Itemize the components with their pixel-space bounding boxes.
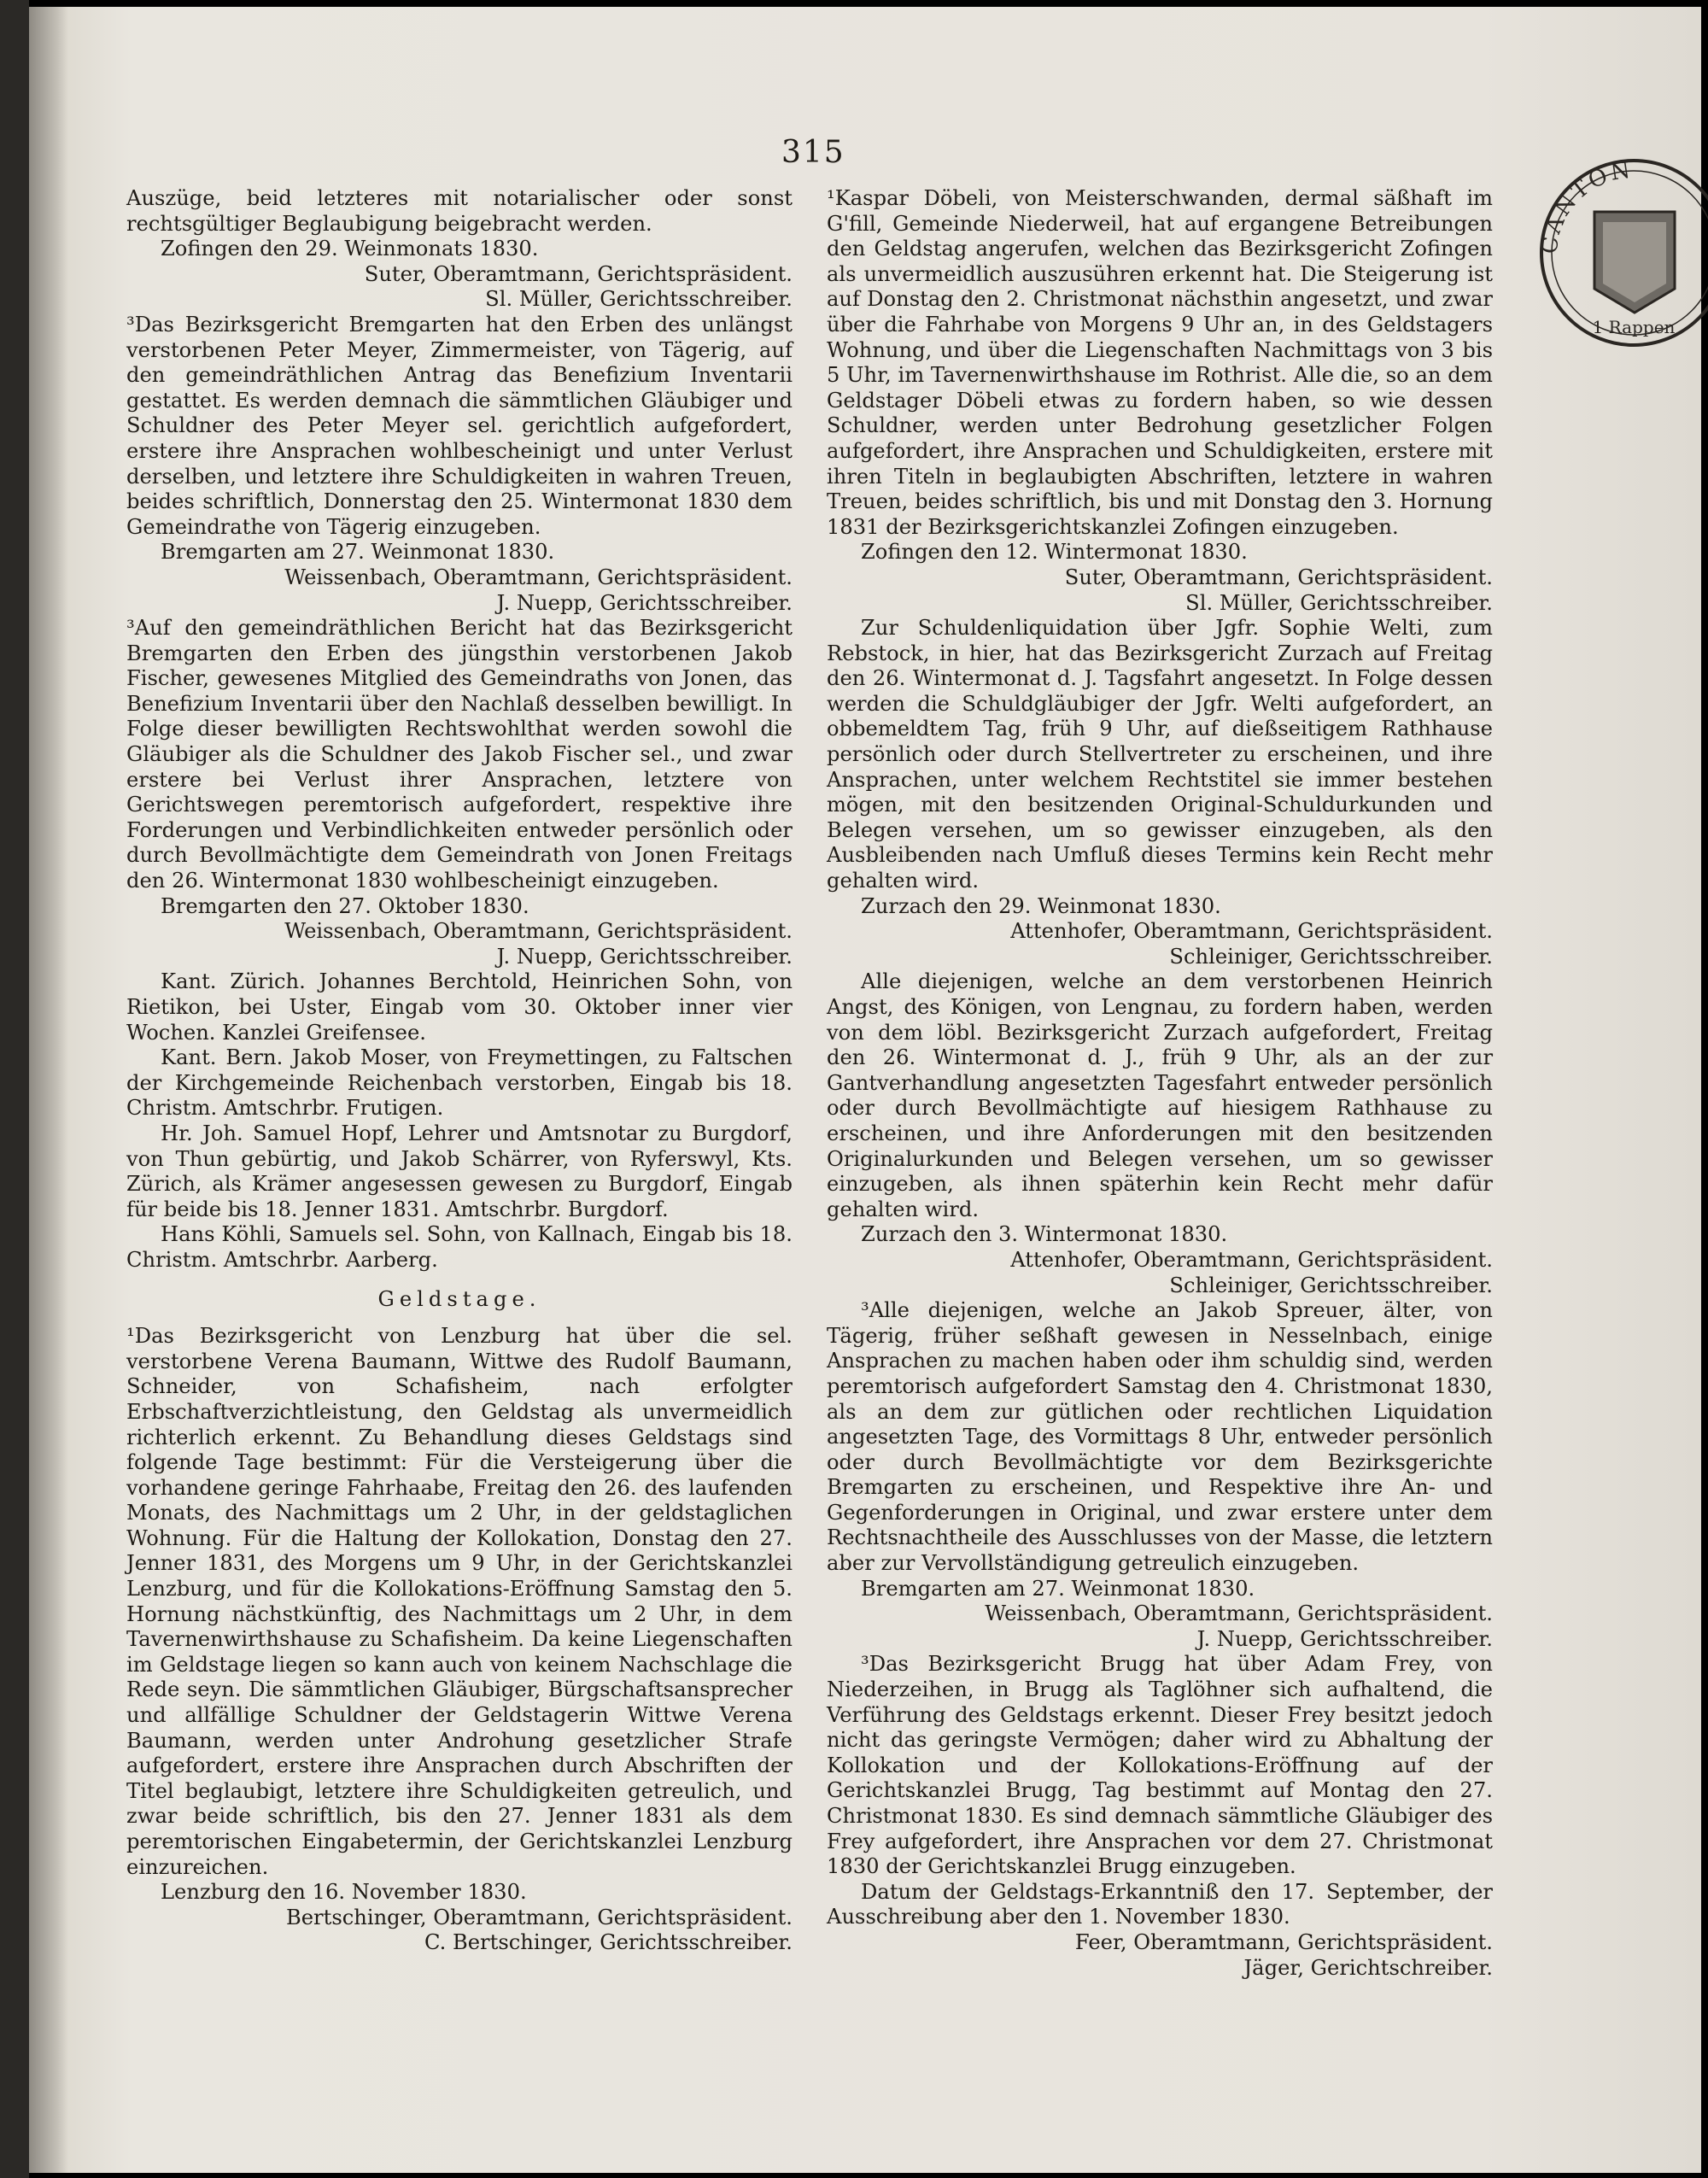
left-column-paragraph: ³Auf den gemeindräthlichen Bericht hat das Bezirksgericht Bremgarten den Erben des jüngsthin verstorbenen Jakob Fischer, gewesenes Mitglied des Gemeindraths von Jonen, das Benefizium Inventarii über den Nachlaß desselben bewilligt. In Folge dieser bewilligten Rechtswohlthat werden sowohl die Gläubiger als die Schuldner des Jakob Fischer sel., und zwar erstere bei Verlust ihrer Ansprachen, letztere von Gerichtswegen peremtorisch aufgefordert, respektive ihre Forderungen und Verbindlichkeiten entweder persönlich oder durch Bevollmächtigte dem Gemeindrath von Jonen Freitags den 26. Wintermonat 1830 wohlbescheinigt einzugeben. <box>126 616 793 893</box>
right-column-paragraph: ³Alle diejenigen, welche an Jakob Spreuer, älter, von Tägerig, früher seßhaft gewesen in Nesselnbach, einige Ansprachen zu machen haben oder ihm schuldig sind, werden peremtorisch aufgefordert Samstag den 4. Christmonat 1830, als an dem zur gütlichen oder rechtlichen Liquidation angesetzten Tage, des Vormittags 8 Uhr, entweder persönlich oder durch Bevollmächtigte vor dem Bezirksgerichte Bremgarten zu erscheinen, und Respektive ihre An- und Gegenforderungen in Original, und zwar erstere unter dem Rechtsnachtheile des Ausschlusses von der Masse, die letztern aber zur Vervollständigung getreulich einzugeben. <box>827 1298 1493 1576</box>
left-column-paragraph: Suter, Oberamtmann, Gerichtspräsident. <box>364 261 793 286</box>
left-column-paragraph: Hr. Joh. Samuel Hopf, Lehrer und Amtsnotar zu Burgdorf, von Thun gebürtig, und Jakob Schärrer, von Ryferswyl, Kts. Zürich, als Krämer angesessen gewesen zu Burgdorf, Eingab für beide bis 18. Jenner 1831. Amtschrbr. Burgdorf. <box>126 1121 793 1221</box>
right-column-paragraph: Schleiniger, Gerichtsschreiber. <box>1169 944 1493 969</box>
left-column-paragraph: Bremgarten den 27. Oktober 1830. <box>161 893 529 918</box>
right-column-paragraph: Zurzach den 29. Weinmonat 1830. <box>861 893 1221 918</box>
right-column-paragraph: Zurzach den 3. Wintermonat 1830. <box>861 1222 1228 1247</box>
right-column-paragraph: Schleiniger, Gerichtsschreiber. <box>1169 1273 1493 1297</box>
left-column-paragraph: C. Bertschinger, Gerichtsschreiber. <box>424 1930 793 1955</box>
left-column-paragraph: Sl. Müller, Gerichtsschreiber. <box>485 287 793 312</box>
right-column-paragraph: ³Das Bezirksgericht Brugg hat über Adam Frey, von Niederzeihen, in Brugg als Taglöhner sich aufhaltend, die Verführung des Geldstags erkennt. Dieser Frey besitzt jedoch nicht das geringste Vermögen; daher wird zu Abhaltung der Kollokation und der Kollokations-Eröffnung auf der Gerichtskanzlei Brugg, Tag bestimmt auf Montag den 27. Christmonat 1830. Es sind demnach sämmtliche Gläubiger des Frey aufgefordert, ihre Ansprachen vor dem 27. Christmonat 1830 der Gerichtskanzlei Brugg einzugeben. <box>827 1652 1493 1879</box>
page-gutter-shadow <box>29 7 68 2173</box>
right-column-paragraph: Suter, Oberamtmann, Gerichtspräsident. <box>1064 565 1493 589</box>
left-column-paragraph: Lenzburg den 16. November 1830. <box>161 1880 527 1905</box>
left-column-paragraph: Zofingen den 29. Weinmonats 1830. <box>161 237 539 261</box>
left-column-paragraph: Kant. Bern. Jakob Moser, von Freymettingen, zu Faltschen der Kirchgemeinde Reichenbach verstorben, Eingab bis 18. Christm. Amtschrbr. Frutigen. <box>126 1045 793 1121</box>
page-number: 315 <box>781 135 845 170</box>
right-column-paragraph: Attenhofer, Oberamtmann, Gerichtspräsident. <box>1010 919 1493 944</box>
left-column-paragraph: Hans Köhli, Samuels sel. Sohn, von Kallnach, Eingab bis 18. Christm. Amtschrbr. Aarberg. <box>126 1222 793 1272</box>
right-column-paragraph: Sl. Müller, Gerichtsschreiber. <box>1185 590 1493 615</box>
right-column-paragraph: Alle diejenigen, welche an dem verstorbenen Heinrich Angst, des Königen, von Lengnau, zu fordern haben, werden von dem löbl. Bezirksgericht Zurzach aufgefordert, Freitag den 26. Wintermonat d. J., früh 9 Uhr, als an der zur Gantverhandlung angesetzten Tagesfahrt entweder persönlich oder durch Bevollmächtigte auf hiesigem Rathhause zu erscheinen, und ihre Anforderungen mit den besitzenden Originalurkunden und Belegen versehen, um so gewisser einzugeben, als ihnen späterhin kein Recht mehr dafür gehalten wird. <box>827 969 1493 1221</box>
right-column-paragraph: Zur Schuldenliquidation über Jgfr. Sophie Welti, zum Rebstock, in hier, hat das Bezirksgericht Zurzach auf Freitag den 26. Wintermonat d. J. Tagsfahrt angesetzt. In Folge dessen werden die Schuldgläubiger der Jgfr. Welti aufgefordert, an obbemeldtem Tag, früh 9 Uhr, auf dießseitigem Rathhause persönlich oder durch Stellvertreter zu erscheinen, und ihre Ansprachen, unter welchem Rechtstitel sie immer bestehen mögen, mit den besitzenden Original-Schuldurkunden und Belegen versehen, um so gewisser einzugeben, als den Ausbleibenden nach Umfluß dieses Termins kein Recht mehr gehalten wird. <box>827 616 1493 893</box>
canton-stamp-seal <box>1524 143 1708 359</box>
right-column-paragraph: Zofingen den 12. Wintermonat 1830. <box>861 540 1248 565</box>
left-column-paragraph: ³Das Bezirksgericht Bremgarten hat den Erben des unlängst verstorbenen Peter Meyer, Zimmermeister, von Tägerig, auf den gemeindräthlichen Antrag das Benefizium Inventarii gestattet. Es werden demnach die sämmtlichen Gläubiger und Schuldner des Peter Meyer sel. gerichtlich aufgefordert, erstere ihre Ansprachen wohlbescheinigt und unter Verlust derselben, und letztere ihre Schuldigkeiten in wahren Treuen, beides schriftlich, Donnerstag den 25. Wintermonat 1830 dem Gemeindrathe von Tägerig einzugeben. <box>126 312 793 539</box>
scan-border <box>0 0 29 2178</box>
right-column <box>827 186 1493 1981</box>
left-column-paragraph: Auszüge, beid letzteres mit notarialischer oder sonst rechtsgültiger Beglaubigung beigebracht werden. <box>126 186 793 236</box>
left-column-paragraph: Geldstage. <box>377 1286 541 1311</box>
left-column-paragraph: J. Nuepp, Gerichtsschreiber. <box>496 944 793 969</box>
right-column-paragraph: ¹Kaspar Döbeli, von Meisterschwanden, dermal säßhaft im G'fill, Gemeinde Niederweil, hat auf ergangene Betreibungen den Geldstag angerufen, welchen das Bezirksgericht Zofingen als unvermeidlich auszusühren erkennt hat. Die Steigerung ist auf Donstag den 2. Christmonat nächsthin angesetzt, und zwar über die Fahrhabe von Morgens 9 Uhr an, in des Geldstagers Wohnung, und über die Liegenschaften Nachmittags von 3 bis 5 Uhr, im Tavernenwirthshause im Rothrist. Alle die, so an dem Geldstager Döbeli etwas zu fordern haben, so wie dessen Schuldner, werden unter Bedrohung gesetzlicher Folgen aufgefordert, ihre Ansprachen und Schuldigkeiten, erstere mit ihren Titeln in beglaubigten Abschriften, letztere in wahren Treuen, beides schriftlich, bis und mit Donstag den 3. Hornung 1831 der Bezirksgerichtskanzlei Zofingen einzugeben. <box>827 186 1493 539</box>
right-column-paragraph: Feer, Oberamtmann, Gerichtspräsident. <box>1074 1929 1493 1954</box>
left-column-paragraph: ¹Das Bezirksgericht von Lenzburg hat über die sel. verstorbene Verena Baumann, Wittwe des Rudolf Baumann, Schneider, von Schafisheim, nach erfolgter Erbschaftverzichtleistung, den Geldstag als unvermeidlich richterlich erkennt. Zu Behandlung dieses Geldstags sind folgende Tage bestimmt: Für die Versteigerung über die vorhandene geringe Fahrhaabe, Freitag den 26. des laufenden Monats, des Nachmittags um 2 Uhr, in der geldstaglichen Wohnung. Für die Haltung der Kollokation, Donstag den 27. Jenner 1831, des Morgens um 9 Uhr, in der Gerichtskanzlei Lenzburg, und für die Kollokations-Eröffnung Samstag den 5. Hornung nächstkünftig, des Nachmittags um 2 Uhr, in dem Tavernenwirthshause zu Schafisheim. Da keine Liegenschaften im Geldstage liegen so kann auch von keinem Nachschlage die Rede seyn. Die sämmtlichen Gläubiger, Bürgschaftsansprecher und allfällige Schuldner der Geldstagerin Wittwe Verena Baumann, werden unter Androhung gesetzlicher Strafe aufgefordert, erstere ihre Ansprachen durch Abschriften der Titel beglaubigt, letztere ihre Schuldigkeiten getreulich, und zwar beide schriftlich, bis den 27. Jenner 1831 als dem peremtorischen Eingabetermin, der Gerichtskanzlei Lenzburg einzureichen. <box>126 1324 793 1879</box>
left-column <box>126 186 793 1956</box>
right-column-paragraph: J. Nuepp, Gerichtsschreiber. <box>1196 1626 1493 1651</box>
right-column-paragraph: Weissenbach, Oberamtmann, Gerichtspräsident. <box>985 1601 1493 1626</box>
right-column-paragraph: Jäger, Gerichtschreiber. <box>1243 1955 1493 1980</box>
stamp-bottom-text: 1 Rappen <box>1592 317 1676 337</box>
left-column-paragraph: J. Nuepp, Gerichtsschreiber. <box>496 590 793 615</box>
left-column-paragraph: Weissenbach, Oberamtmann, Gerichtspräsident. <box>284 565 793 589</box>
right-column-paragraph: Datum der Geldstags-Erkanntniß den 17. September, der Ausschreibung aber den 1. November 1830. <box>827 1879 1493 1929</box>
right-column-paragraph: Attenhofer, Oberamtmann, Gerichtspräsident. <box>1010 1247 1493 1272</box>
left-column-paragraph: Weissenbach, Oberamtmann, Gerichtspräsident. <box>284 919 793 944</box>
left-column-paragraph: Bremgarten am 27. Weinmonat 1830. <box>161 540 555 565</box>
left-column-paragraph: Kant. Zürich. Johannes Berchtold, Heinrichen Sohn, von Rietikon, bei Uster, Eingab vom 30. Oktober inner vier Wochen. Kanzlei Greifensee. <box>126 969 793 1045</box>
right-column-paragraph: Bremgarten am 27. Weinmonat 1830. <box>861 1576 1255 1601</box>
stamp-top-text: CANTON <box>1536 157 1635 255</box>
left-column-paragraph: Bertschinger, Oberamtmann, Gerichtspräsident. <box>285 1905 793 1929</box>
